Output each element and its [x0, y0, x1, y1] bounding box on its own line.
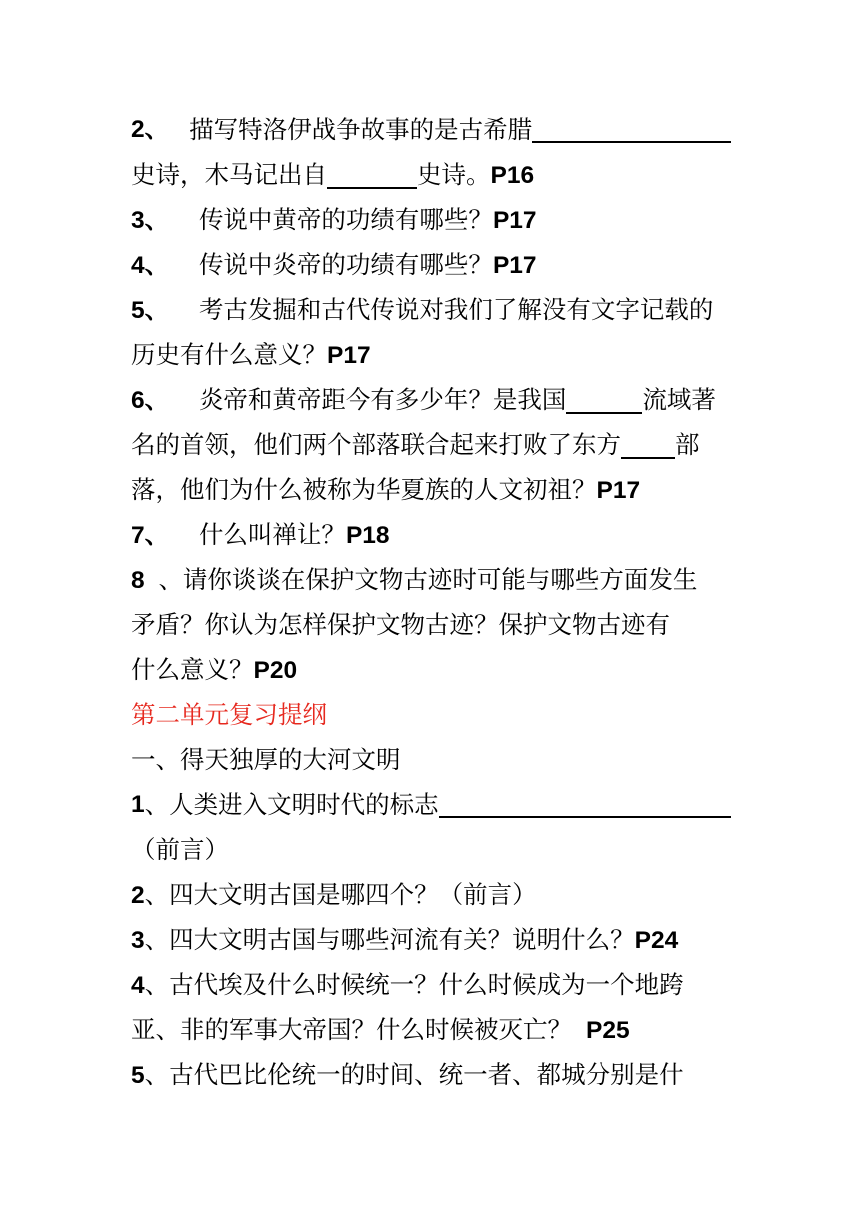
question-text: 部	[675, 430, 700, 459]
question-number: 2	[131, 882, 145, 909]
question-8-line-1	[131, 557, 731, 602]
unit-2-title: 第二单元复习提纲	[131, 700, 327, 729]
question-text: 流域著	[642, 385, 716, 414]
unit2-question-1-line-1	[131, 782, 731, 827]
question-5-line-1	[131, 287, 731, 332]
question-number: 5	[131, 1062, 145, 1089]
unit2-question-5-line-1	[131, 1052, 731, 1097]
question-text: 、请你谈谈在保护文物古迹时可能与哪些方面发生	[158, 565, 698, 594]
question-number: 3、	[131, 207, 170, 234]
question-text: 什么叫禅让？	[198, 520, 346, 549]
question-note: （前言）	[131, 835, 229, 864]
unit2-question-4-line-2	[131, 1007, 731, 1052]
question-6-line-1	[131, 377, 731, 422]
answer-blank[interactable]	[566, 382, 642, 414]
question-number: 7、	[131, 522, 170, 549]
question-number: 4	[131, 972, 145, 999]
answer-blank[interactable]	[327, 157, 417, 189]
page-reference: P20	[253, 657, 298, 684]
question-2-line-2	[131, 152, 731, 197]
question-text: 史诗。	[417, 160, 491, 189]
question-number: 8	[131, 567, 145, 594]
page-reference: P24	[634, 927, 679, 954]
question-7	[131, 512, 731, 557]
question-text: 什么意义？	[131, 655, 254, 684]
unit2-question-1-line-2	[131, 827, 731, 872]
question-text: 亚、非的军事大帝国？什么时候被灭亡？	[131, 1015, 572, 1044]
question-3	[131, 197, 731, 242]
section-one-heading: 一、得天独厚的大河文明	[131, 745, 401, 774]
question-text: 传说中炎帝的功绩有哪些？	[198, 250, 493, 279]
question-number: 5、	[131, 297, 170, 324]
question-text: 考古发掘和古代传说对我们了解没有文字记载的	[198, 295, 714, 324]
review-outline-page	[131, 107, 731, 1097]
answer-blank[interactable]	[439, 786, 731, 818]
question-8-line-2	[131, 602, 731, 647]
question-6-line-2	[131, 422, 731, 467]
question-text: 传说中黄帝的功绩有哪些？	[198, 205, 493, 234]
question-text: 描写特洛伊战争故事的是古希腊	[189, 115, 533, 144]
page-reference: P17	[492, 207, 537, 234]
page-reference: P17	[492, 252, 537, 279]
question-number: 2、	[131, 116, 170, 143]
question-text: 矛盾？你认为怎样保护文物古迹？保护文物古迹有	[131, 610, 670, 639]
unit2-question-2	[131, 872, 731, 917]
question-text: 史诗，木马记出自	[131, 160, 327, 189]
question-number: 1	[131, 791, 145, 818]
question-6-line-3	[131, 467, 731, 512]
page-reference: P16	[490, 162, 535, 189]
question-number: 3	[131, 927, 145, 954]
question-text: 、古代巴比伦统一的时间、统一者、都城分别是什	[144, 1060, 684, 1089]
question-text: 名的首领，他们两个部落联合起来打败了东方	[131, 430, 621, 459]
page-reference: P25	[586, 1017, 630, 1044]
question-text: 落，他们为什么被称为华夏族的人文初祖？	[131, 475, 597, 504]
answer-blank[interactable]	[621, 427, 675, 459]
question-text: 历史有什么意义？	[131, 340, 327, 369]
question-number: 4、	[131, 252, 170, 279]
question-8-line-3	[131, 647, 731, 692]
question-2-line-1	[131, 107, 731, 152]
page-reference: P17	[596, 477, 641, 504]
unit2-question-4-line-1	[131, 962, 731, 1007]
question-text: 、古代埃及什么时候统一？什么时候成为一个地跨	[144, 970, 684, 999]
question-text: 、人类进入文明时代的标志	[144, 790, 439, 819]
question-5-line-2	[131, 332, 731, 377]
page-reference: P18	[345, 522, 390, 549]
page-reference: P17	[327, 342, 371, 369]
question-4	[131, 242, 731, 287]
unit2-question-3	[131, 917, 731, 962]
answer-blank[interactable]	[532, 111, 731, 143]
question-text: 炎帝和黄帝距今有多少年？是我国	[198, 385, 567, 414]
question-text: 、四大文明古国是哪四个？（前言）	[144, 880, 537, 909]
question-text: 、四大文明古国与哪些河流有关？说明什么？	[144, 925, 635, 954]
question-number: 6、	[131, 387, 170, 414]
